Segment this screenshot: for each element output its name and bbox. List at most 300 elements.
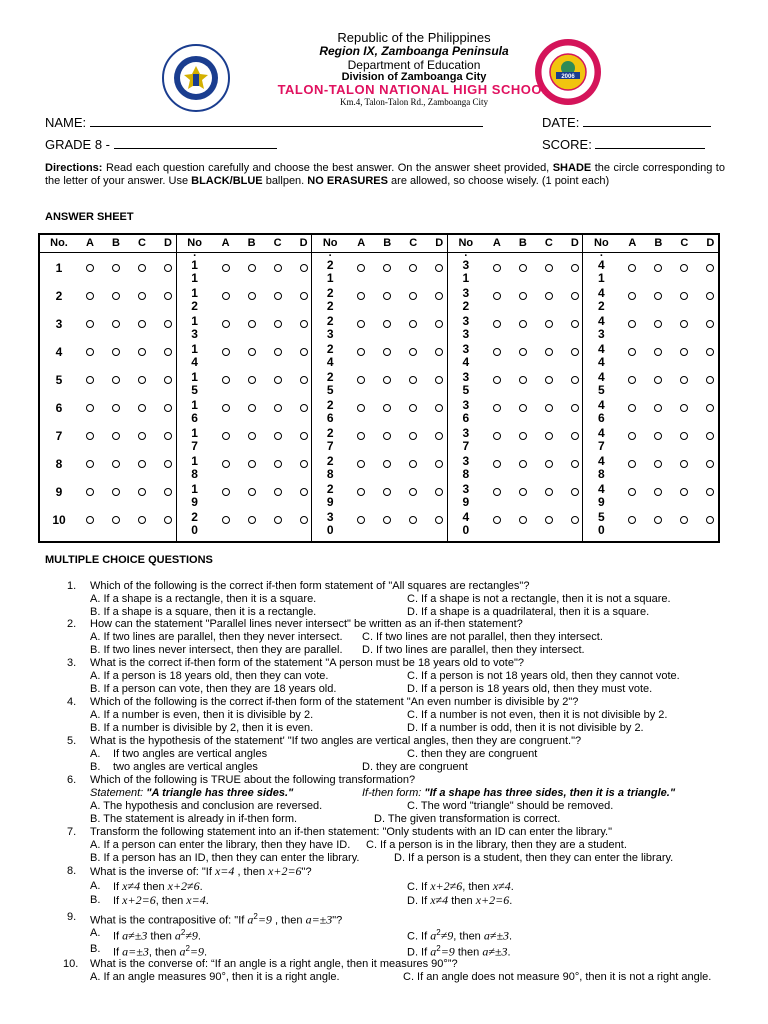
header-letter-d: D bbox=[570, 237, 579, 249]
answer-bubble-d[interactable] bbox=[164, 404, 172, 412]
answer-bubble-a[interactable] bbox=[493, 488, 501, 496]
answer-bubble-d[interactable] bbox=[435, 432, 443, 440]
column-separator bbox=[447, 235, 448, 541]
option-d[interactable]: D. If two lines are parallel, then they intersect. bbox=[362, 644, 585, 656]
answer-bubble-d[interactable] bbox=[300, 320, 308, 328]
answer-bubble-a[interactable] bbox=[357, 264, 365, 272]
answer-bubble-c[interactable] bbox=[138, 376, 146, 384]
q9-a-sup: 2 bbox=[180, 928, 186, 937]
answer-bubble-d[interactable] bbox=[300, 516, 308, 524]
directions-text-2: the circle corresponding to the letter of your answer. Use bbox=[45, 162, 725, 187]
answer-bubble-d[interactable] bbox=[706, 460, 714, 468]
column-separator bbox=[311, 235, 312, 541]
header-letter-a: A bbox=[628, 237, 637, 249]
option-d[interactable] bbox=[407, 943, 511, 959]
answer-bubble-c[interactable] bbox=[680, 460, 688, 468]
option-a[interactable]: A. The hypothesis and conclusion are reversed. bbox=[90, 800, 323, 812]
answer-bubble-b[interactable] bbox=[248, 320, 256, 328]
answer-bubble-c[interactable] bbox=[138, 348, 146, 356]
q8-d-1: D. If bbox=[407, 895, 431, 907]
answer-bubble-b[interactable] bbox=[383, 264, 391, 272]
answer-bubble-a[interactable] bbox=[493, 460, 501, 468]
header-letter-b: B bbox=[383, 237, 392, 249]
option-b[interactable]: two angles are vertical angles bbox=[113, 761, 258, 773]
answer-bubble-c[interactable] bbox=[138, 516, 146, 524]
header-letter-d: D bbox=[706, 237, 715, 249]
option-b[interactable]: B. If a person can vote, then they are 18 years old. bbox=[90, 683, 337, 695]
answer-bubble-b[interactable] bbox=[248, 348, 256, 356]
answer-bubble-a[interactable] bbox=[222, 376, 230, 384]
answer-bubble-a[interactable] bbox=[628, 404, 636, 412]
answer-bubble-b[interactable] bbox=[383, 488, 391, 496]
answer-bubble-c[interactable] bbox=[409, 376, 417, 384]
answer-bubble-b[interactable] bbox=[654, 516, 662, 524]
answer-bubble-a[interactable] bbox=[222, 404, 230, 412]
answer-bubble-a[interactable] bbox=[628, 264, 636, 272]
answer-bubble-c[interactable] bbox=[409, 516, 417, 524]
option-b[interactable]: B. If a number is divisible by 2, then it is even. bbox=[90, 722, 314, 734]
answer-bubble-c[interactable] bbox=[409, 292, 417, 300]
answer-bubble-c[interactable] bbox=[138, 404, 146, 412]
answer-bubble-c[interactable] bbox=[680, 516, 688, 524]
directions-text-1: Read each question carefully and choose the best answer. On the answer sheet provided, bbox=[102, 162, 553, 174]
answer-bubble-a[interactable] bbox=[222, 348, 230, 356]
answer-bubble-c[interactable] bbox=[545, 264, 553, 272]
option-d[interactable]: D. If a shape is a quadrilateral, then it is a square. bbox=[407, 606, 650, 618]
answer-bubble-a[interactable] bbox=[628, 348, 636, 356]
option-d[interactable]: D. If a person is 18 years old, then they must vote. bbox=[407, 683, 653, 695]
answer-bubble-c[interactable] bbox=[545, 432, 553, 440]
answer-bubble-d[interactable] bbox=[571, 348, 579, 356]
answer-bubble-d[interactable] bbox=[300, 264, 308, 272]
answer-bubble-c[interactable] bbox=[274, 404, 282, 412]
answer-bubble-d[interactable] bbox=[435, 348, 443, 356]
q9-text-2: , then bbox=[271, 914, 306, 927]
answer-bubble-a[interactable] bbox=[222, 320, 230, 328]
option-d[interactable]: D. If a person is a student, then they can enter the library. bbox=[394, 852, 674, 864]
item-number: 1 bbox=[191, 426, 198, 440]
answer-bubble-b[interactable] bbox=[112, 320, 120, 328]
option-a[interactable] bbox=[113, 880, 203, 894]
answer-bubble-d[interactable] bbox=[164, 432, 172, 440]
answer-bubble-c[interactable] bbox=[138, 460, 146, 468]
question-text: Which of the following is the correct if-then form statement of "All squares are rectangles"? bbox=[90, 580, 530, 592]
answer-bubble-a[interactable] bbox=[357, 320, 365, 328]
item-number: 4 bbox=[598, 258, 605, 272]
answer-bubble-d[interactable] bbox=[435, 376, 443, 384]
answer-bubble-a[interactable] bbox=[493, 376, 501, 384]
answer-bubble-d[interactable] bbox=[164, 376, 172, 384]
option-a[interactable]: A. If a person can enter the library, then they have ID. bbox=[90, 839, 351, 851]
answer-bubble-d[interactable] bbox=[706, 376, 714, 384]
option-c[interactable] bbox=[407, 927, 512, 943]
answer-bubble-c[interactable] bbox=[680, 264, 688, 272]
answer-bubble-a[interactable] bbox=[357, 460, 365, 468]
item-number: 4 bbox=[598, 342, 605, 356]
answer-bubble-d[interactable] bbox=[300, 460, 308, 468]
answer-bubble-c[interactable] bbox=[545, 348, 553, 356]
answer-bubble-d[interactable] bbox=[300, 292, 308, 300]
answer-bubble-a[interactable] bbox=[628, 320, 636, 328]
option-c[interactable]: C. If a shape is not a rectangle, then it is not a square. bbox=[407, 593, 671, 605]
answer-bubble-b[interactable] bbox=[383, 432, 391, 440]
answer-bubble-b[interactable] bbox=[383, 320, 391, 328]
answer-bubble-a[interactable] bbox=[86, 432, 94, 440]
answer-bubble-b[interactable] bbox=[519, 292, 527, 300]
answer-bubble-c[interactable] bbox=[138, 320, 146, 328]
q8-c-1: C. If bbox=[407, 881, 431, 893]
answer-bubble-b[interactable] bbox=[654, 460, 662, 468]
answer-bubble-d[interactable] bbox=[571, 404, 579, 412]
answer-bubble-b[interactable] bbox=[519, 432, 527, 440]
answer-bubble-c[interactable] bbox=[274, 292, 282, 300]
answer-bubble-a[interactable] bbox=[493, 516, 501, 524]
answer-bubble-a[interactable] bbox=[628, 432, 636, 440]
answer-bubble-a[interactable] bbox=[493, 320, 501, 328]
q9-d-sup: 2 bbox=[436, 944, 441, 953]
answer-bubble-d[interactable] bbox=[164, 264, 172, 272]
option-c[interactable]: C. If a person is in the library, then they are a student. bbox=[366, 839, 627, 851]
option-b[interactable]: B. If a person has an ID, then they can enter the library. bbox=[90, 852, 360, 864]
answer-bubble-c[interactable] bbox=[274, 432, 282, 440]
answer-bubble-b[interactable] bbox=[248, 432, 256, 440]
item-number: 3 bbox=[462, 426, 470, 440]
answer-bubble-d[interactable] bbox=[164, 460, 172, 468]
answer-bubble-d[interactable] bbox=[435, 292, 443, 300]
option-c[interactable]: C. The word "triangle" should be removed. bbox=[407, 800, 614, 812]
answer-bubble-a[interactable] bbox=[493, 404, 501, 412]
answer-bubble-d[interactable] bbox=[300, 404, 308, 412]
answer-bubble-c[interactable] bbox=[274, 488, 282, 496]
answer-bubble-a[interactable] bbox=[86, 292, 94, 300]
answer-bubble-c[interactable] bbox=[409, 460, 417, 468]
answer-bubble-c[interactable] bbox=[680, 432, 688, 440]
answer-bubble-d[interactable] bbox=[300, 348, 308, 356]
option-d[interactable]: D. The given transformation is correct. bbox=[374, 813, 561, 825]
answer-bubble-a[interactable] bbox=[493, 264, 501, 272]
q9-math-2: a=±3 bbox=[305, 912, 333, 927]
answer-bubble-a[interactable] bbox=[357, 516, 365, 524]
answer-bubble-d[interactable] bbox=[706, 488, 714, 496]
answer-bubble-c[interactable] bbox=[409, 348, 417, 356]
q8-text-3: "? bbox=[301, 866, 312, 878]
option-c[interactable] bbox=[407, 880, 514, 894]
option-b[interactable] bbox=[113, 943, 207, 959]
answer-bubble-a[interactable] bbox=[357, 488, 365, 496]
answer-bubble-c[interactable] bbox=[274, 516, 282, 524]
answer-bubble-b[interactable] bbox=[654, 376, 662, 384]
option-a[interactable]: A. If an angle measures 90°, then it is a right angle. bbox=[90, 971, 340, 983]
answer-bubble-a[interactable] bbox=[628, 292, 636, 300]
answer-bubble-a[interactable] bbox=[628, 376, 636, 384]
option-a[interactable] bbox=[113, 927, 201, 943]
answer-bubble-a[interactable] bbox=[86, 264, 94, 272]
answer-bubble-c[interactable] bbox=[545, 320, 553, 328]
q9-text-3: "? bbox=[332, 914, 343, 927]
answer-bubble-d[interactable] bbox=[706, 320, 714, 328]
answer-bubble-b[interactable] bbox=[383, 292, 391, 300]
answer-bubble-b[interactable] bbox=[519, 348, 527, 356]
answer-bubble-d[interactable] bbox=[300, 488, 308, 496]
answer-bubble-a[interactable] bbox=[628, 488, 636, 496]
answer-bubble-b[interactable] bbox=[248, 264, 256, 272]
header-letter-d: D bbox=[164, 237, 172, 249]
answer-bubble-b[interactable] bbox=[519, 264, 527, 272]
answer-bubble-a[interactable] bbox=[357, 404, 365, 412]
answer-bubble-d[interactable] bbox=[164, 320, 172, 328]
answer-bubble-c[interactable] bbox=[138, 432, 146, 440]
option-a[interactable]: A. If two lines are parallel, then they never intersect. bbox=[90, 631, 343, 643]
answer-bubble-c[interactable] bbox=[680, 404, 688, 412]
answer-bubble-b[interactable] bbox=[519, 460, 527, 468]
answer-bubble-a[interactable] bbox=[493, 348, 501, 356]
item-number: 1 bbox=[191, 286, 198, 300]
answer-bubble-a[interactable] bbox=[86, 488, 94, 496]
option-c[interactable]: C. If an angle does not measure 90°, then it is not a right angle. bbox=[403, 971, 712, 983]
answer-bubble-d[interactable] bbox=[706, 432, 714, 440]
answer-bubble-d[interactable] bbox=[571, 488, 579, 496]
answer-bubble-b[interactable] bbox=[519, 320, 527, 328]
mcq-title: MULTIPLE CHOICE QUESTIONS bbox=[45, 554, 213, 566]
answer-bubble-d[interactable] bbox=[435, 460, 443, 468]
answer-bubble-c[interactable] bbox=[680, 376, 688, 384]
answer-bubble-b[interactable] bbox=[112, 432, 120, 440]
item-number: 10 bbox=[52, 513, 66, 527]
answer-bubble-c[interactable] bbox=[138, 488, 146, 496]
question-text bbox=[90, 865, 312, 879]
answer-bubble-b[interactable] bbox=[383, 516, 391, 524]
answer-bubble-c[interactable] bbox=[545, 376, 553, 384]
option-b[interactable] bbox=[113, 894, 209, 908]
answer-bubble-b[interactable] bbox=[112, 264, 120, 272]
answer-bubble-c[interactable] bbox=[680, 292, 688, 300]
option-d[interactable]: D. they are congruent bbox=[362, 761, 468, 773]
answer-bubble-b[interactable] bbox=[112, 460, 120, 468]
answer-bubble-b[interactable] bbox=[654, 348, 662, 356]
answer-bubble-c[interactable] bbox=[274, 348, 282, 356]
answer-bubble-a[interactable] bbox=[357, 432, 365, 440]
answer-bubble-c[interactable] bbox=[138, 264, 146, 272]
answer-bubble-d[interactable] bbox=[571, 460, 579, 468]
answer-bubble-b[interactable] bbox=[248, 404, 256, 412]
answer-bubble-a[interactable] bbox=[222, 488, 230, 496]
answer-bubble-c[interactable] bbox=[545, 460, 553, 468]
answer-bubble-a[interactable] bbox=[357, 292, 365, 300]
answer-bubble-b[interactable] bbox=[654, 320, 662, 328]
item-number: 4 bbox=[598, 482, 605, 496]
date-line[interactable] bbox=[583, 115, 711, 127]
answer-bubble-c[interactable] bbox=[545, 488, 553, 496]
item-number: 4 bbox=[598, 286, 605, 300]
answer-bubble-a[interactable] bbox=[222, 460, 230, 468]
answer-bubble-a[interactable] bbox=[222, 516, 230, 524]
answer-bubble-c[interactable] bbox=[680, 488, 688, 496]
grade-line[interactable] bbox=[114, 137, 277, 149]
item-number-second-digit: 4 bbox=[191, 355, 198, 369]
item-number-second-digit: 5 bbox=[326, 383, 334, 397]
answer-bubble-d[interactable] bbox=[164, 488, 172, 496]
answer-bubble-c[interactable] bbox=[409, 264, 417, 272]
answer-bubble-b[interactable] bbox=[248, 516, 256, 524]
answer-bubble-d[interactable] bbox=[571, 432, 579, 440]
option-a[interactable]: A. If a number is even, then it is divisible by 2. bbox=[90, 709, 314, 721]
answer-bubble-d[interactable] bbox=[571, 320, 579, 328]
answer-bubble-d[interactable] bbox=[435, 404, 443, 412]
item-number-second-digit: 1 bbox=[598, 271, 605, 285]
question-number: 9. bbox=[67, 911, 77, 923]
q8-math-1: x=4 bbox=[214, 864, 235, 878]
q8-b-math-1: x+2=6 bbox=[122, 893, 156, 907]
answer-bubble-d[interactable] bbox=[300, 376, 308, 384]
answer-bubble-b[interactable] bbox=[248, 488, 256, 496]
answer-bubble-d[interactable] bbox=[164, 292, 172, 300]
answer-bubble-b[interactable] bbox=[654, 264, 662, 272]
option-b[interactable]: B. If a shape is a square, then it is a rectangle. bbox=[90, 606, 317, 618]
header-letter-b: B bbox=[247, 237, 256, 249]
score-line[interactable] bbox=[595, 137, 705, 149]
answer-bubble-a[interactable] bbox=[86, 516, 94, 524]
answer-bubble-b[interactable] bbox=[383, 376, 391, 384]
question-text: What is the correct if-then form of the statement "A person must be 18 years old to vote"? bbox=[90, 657, 524, 669]
directions-text-4: are allowed, so choose wisely. (1 point each) bbox=[387, 175, 610, 187]
answer-bubble-a[interactable] bbox=[493, 432, 501, 440]
item-number: 2 bbox=[55, 289, 63, 303]
answer-bubble-d[interactable] bbox=[435, 516, 443, 524]
q9-d-2: then bbox=[454, 946, 483, 959]
answer-bubble-c[interactable] bbox=[409, 320, 417, 328]
answer-bubble-c[interactable] bbox=[680, 348, 688, 356]
answer-bubble-b[interactable] bbox=[519, 376, 527, 384]
answer-bubble-b[interactable] bbox=[383, 460, 391, 468]
answer-bubble-a[interactable] bbox=[628, 516, 636, 524]
answer-bubble-b[interactable] bbox=[112, 348, 120, 356]
answer-bubble-c[interactable] bbox=[545, 292, 553, 300]
answer-bubble-c[interactable] bbox=[274, 376, 282, 384]
answer-bubble-d[interactable] bbox=[706, 292, 714, 300]
answer-bubble-a[interactable] bbox=[357, 348, 365, 356]
answer-bubble-c[interactable] bbox=[545, 516, 553, 524]
answer-bubble-d[interactable] bbox=[706, 404, 714, 412]
item-number: 4 bbox=[462, 510, 470, 524]
answer-bubble-d[interactable] bbox=[706, 264, 714, 272]
header-school-name: TALON-TALON NATIONAL HIGH SCHOOL bbox=[277, 82, 551, 97]
answer-bubble-c[interactable] bbox=[545, 404, 553, 412]
item-number: 3 bbox=[462, 398, 470, 412]
option-c[interactable]: C. If a number is not even, then it is not divisible by 2. bbox=[407, 709, 668, 721]
answer-bubble-d[interactable] bbox=[571, 376, 579, 384]
answer-bubble-a[interactable] bbox=[86, 348, 94, 356]
answer-bubble-a[interactable] bbox=[493, 292, 501, 300]
answer-bubble-d[interactable] bbox=[706, 348, 714, 356]
answer-bubble-c[interactable] bbox=[138, 292, 146, 300]
answer-bubble-b[interactable] bbox=[654, 404, 662, 412]
answer-bubble-c[interactable] bbox=[274, 320, 282, 328]
answer-bubble-d[interactable] bbox=[300, 432, 308, 440]
answer-bubble-c[interactable] bbox=[680, 320, 688, 328]
item-number-second-digit: 5 bbox=[191, 383, 198, 397]
option-c[interactable]: C. If two lines are not parallel, then they intersect. bbox=[362, 631, 603, 643]
answer-bubble-d[interactable] bbox=[706, 516, 714, 524]
answer-bubble-d[interactable] bbox=[164, 516, 172, 524]
answer-bubble-a[interactable] bbox=[222, 264, 230, 272]
answer-bubble-d[interactable] bbox=[571, 516, 579, 524]
answer-bubble-b[interactable] bbox=[654, 292, 662, 300]
item-number: 1 bbox=[191, 482, 198, 496]
item-number-second-digit: 2 bbox=[462, 299, 470, 313]
option-c[interactable]: C. If a person is not 18 years old, then they cannot vote. bbox=[407, 670, 680, 682]
answer-bubble-b[interactable] bbox=[383, 404, 391, 412]
answer-bubble-b[interactable] bbox=[519, 488, 527, 496]
answer-bubble-b[interactable] bbox=[383, 348, 391, 356]
answer-bubble-a[interactable] bbox=[628, 460, 636, 468]
answer-bubble-b[interactable] bbox=[112, 404, 120, 412]
option-b[interactable]: B. The statement is already in if-then form. bbox=[90, 813, 298, 825]
answer-bubble-b[interactable] bbox=[248, 376, 256, 384]
q8-text-1: What is the inverse of: "If bbox=[90, 866, 215, 878]
option-a[interactable]: A. If a shape is a rectangle, then it is a square. bbox=[90, 593, 317, 605]
item-number-second-digit: 3 bbox=[191, 327, 198, 341]
answer-bubble-d[interactable] bbox=[435, 488, 443, 496]
option-b[interactable]: B. If two lines never intersect, then they are parallel. bbox=[90, 644, 343, 656]
answer-bubble-c[interactable] bbox=[409, 432, 417, 440]
answer-bubble-a[interactable] bbox=[222, 292, 230, 300]
name-line[interactable] bbox=[90, 115, 483, 127]
answer-bubble-d[interactable] bbox=[435, 320, 443, 328]
answer-bubble-a[interactable] bbox=[357, 376, 365, 384]
answer-bubble-c[interactable] bbox=[409, 404, 417, 412]
answer-bubble-c[interactable] bbox=[274, 460, 282, 468]
answer-bubble-c[interactable] bbox=[409, 488, 417, 496]
answer-bubble-b[interactable] bbox=[112, 376, 120, 384]
q9-text-1: What is the contrapositive of: "If bbox=[90, 914, 248, 927]
answer-bubble-a[interactable] bbox=[222, 432, 230, 440]
answer-bubble-c[interactable] bbox=[274, 264, 282, 272]
answer-bubble-d[interactable] bbox=[435, 264, 443, 272]
q8-a-math-1: x≠4 bbox=[122, 879, 141, 893]
answer-bubble-a[interactable] bbox=[86, 376, 94, 384]
option-a[interactable]: A. If a person is 18 years old, then they can vote. bbox=[90, 670, 329, 682]
answer-bubble-b[interactable] bbox=[112, 516, 120, 524]
answer-bubble-b[interactable] bbox=[248, 460, 256, 468]
q9-c-math-1b: ≠9 bbox=[440, 928, 454, 943]
header-no: No. bbox=[50, 237, 68, 249]
option-d[interactable] bbox=[407, 894, 512, 908]
answer-bubble-b[interactable] bbox=[654, 432, 662, 440]
answer-bubble-b[interactable] bbox=[519, 404, 527, 412]
option-a[interactable]: If two angles are vertical angles bbox=[113, 748, 268, 760]
option-d[interactable]: D. If a number is odd, then it is not divisible by 2. bbox=[407, 722, 644, 734]
answer-bubble-d[interactable] bbox=[164, 348, 172, 356]
option-c[interactable]: C. then they are congruent bbox=[407, 748, 538, 760]
answer-bubble-b[interactable] bbox=[112, 488, 120, 496]
question-number: 6. bbox=[67, 774, 77, 786]
item-number: 3 bbox=[462, 258, 470, 272]
header-letter-c: C bbox=[544, 237, 553, 249]
answer-bubble-b[interactable] bbox=[654, 488, 662, 496]
answer-bubble-d[interactable] bbox=[571, 292, 579, 300]
answer-bubble-b[interactable] bbox=[519, 516, 527, 524]
answer-bubble-a[interactable] bbox=[86, 320, 94, 328]
answer-bubble-d[interactable] bbox=[571, 264, 579, 272]
answer-bubble-a[interactable] bbox=[86, 404, 94, 412]
answer-bubble-a[interactable] bbox=[86, 460, 94, 468]
q9-a-1: If bbox=[113, 930, 123, 943]
header-no: No bbox=[458, 237, 474, 249]
answer-bubble-b[interactable] bbox=[248, 292, 256, 300]
answer-bubble-b[interactable] bbox=[112, 292, 120, 300]
item-number: 2 bbox=[326, 370, 334, 384]
item-number: 5 bbox=[55, 373, 63, 387]
